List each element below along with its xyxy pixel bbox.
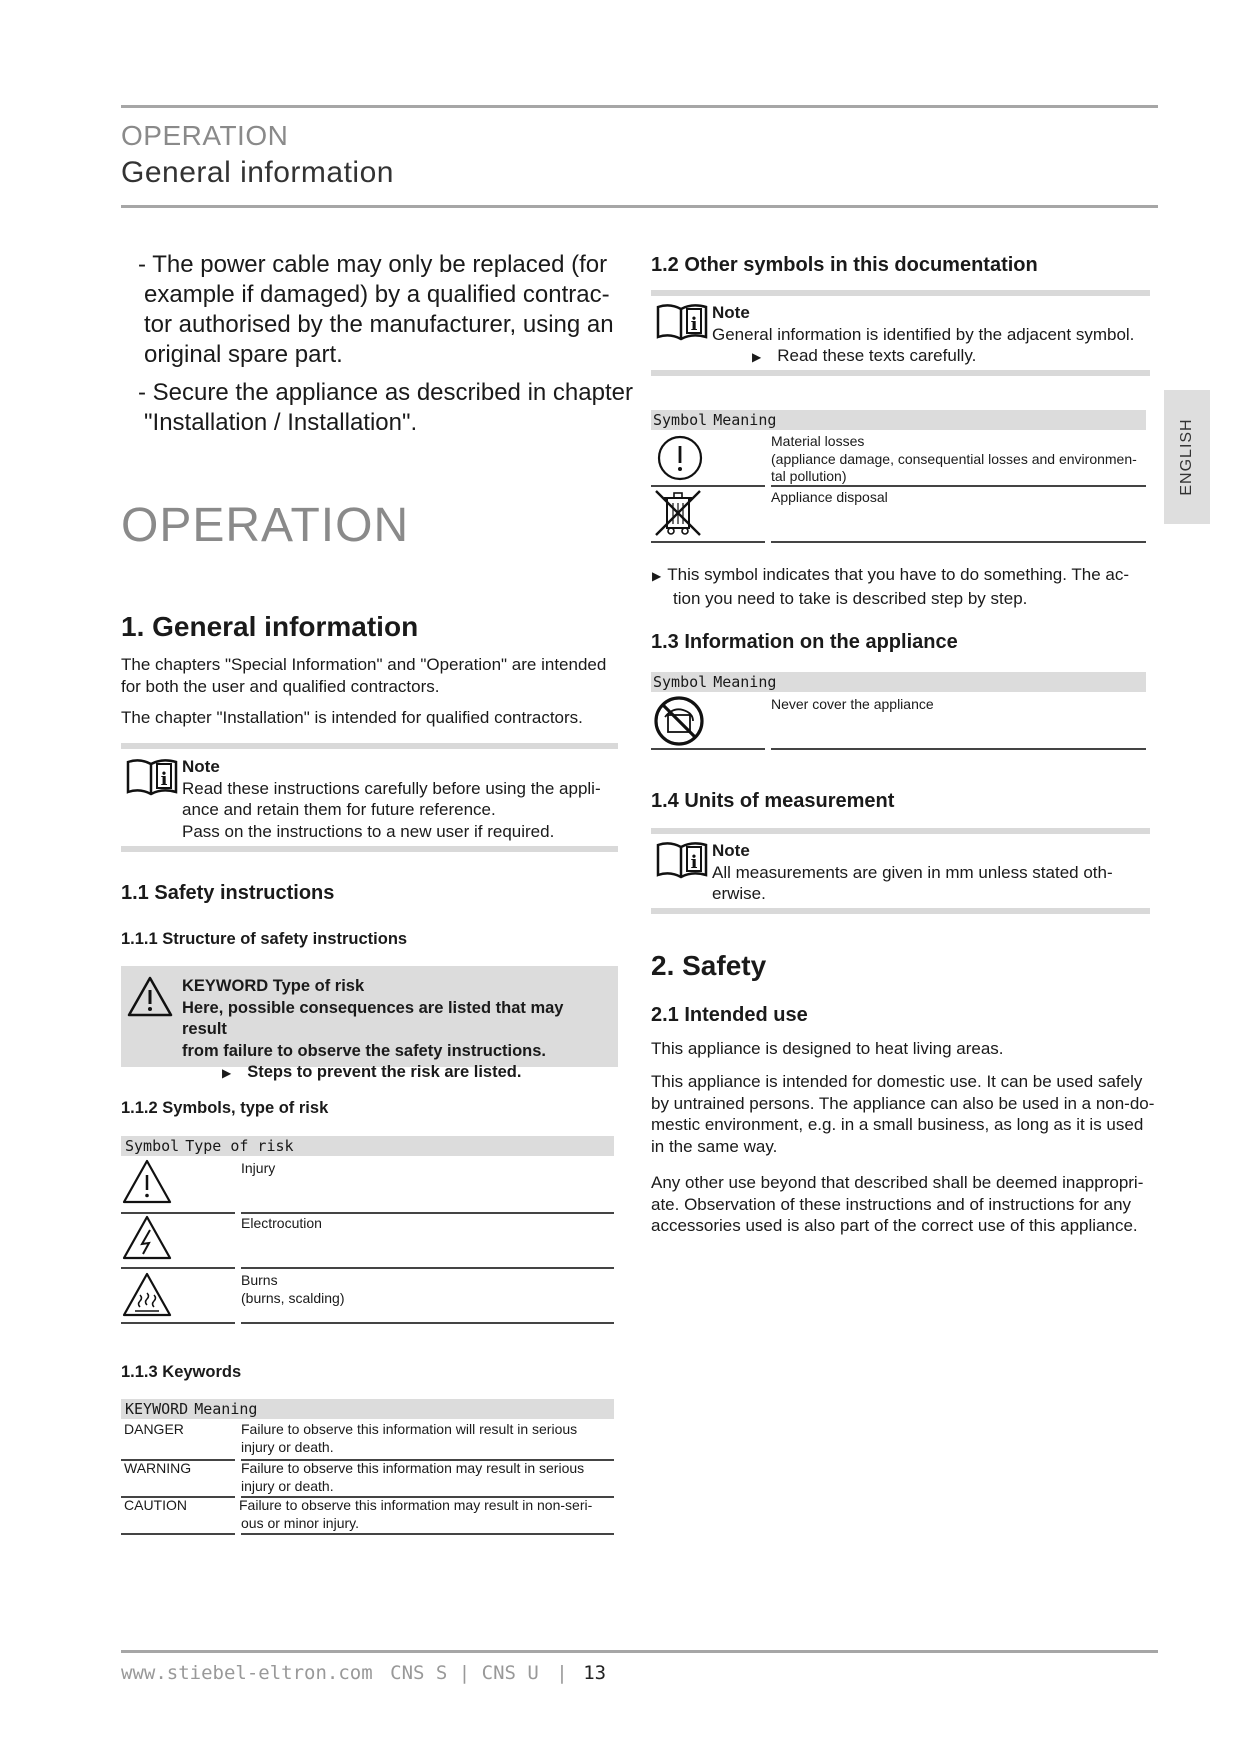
keyword-caution-meaning: [239, 1497, 592, 1532]
info-book-icon: [126, 758, 178, 798]
footer-url[interactable]: www.stiebel-eltron.com: [121, 1662, 373, 1684]
note-line: ance and retain them for future reference.: [182, 800, 496, 819]
table-row-line: [771, 748, 1146, 750]
table-row-line: [241, 1322, 614, 1324]
keyword-warning-meaning: [241, 1460, 584, 1495]
bullet-line: tor authorised by the manufacturer, using an: [144, 311, 614, 338]
language-tab-label: ENGLISH: [1178, 418, 1195, 496]
note-line: All measurements are given in mm unless stated oth-: [712, 862, 1113, 882]
note-bottom-bar: [651, 370, 1150, 376]
paragraph-heat: This appliance is designed to heat living areas.: [651, 1039, 1004, 1058]
header-title: General information: [121, 156, 394, 189]
note-box-2: [712, 302, 1152, 369]
warning-keyword-line: KEYWORD Type of risk: [182, 977, 365, 995]
risk-text-electrocution: Electrocution: [241, 1215, 322, 1231]
keyword-table-header: [121, 1399, 614, 1419]
risk-table-header: [121, 1136, 614, 1156]
header-top-rule: [121, 105, 1158, 108]
bullet-line: original spare part.: [144, 341, 343, 368]
keyword-danger: DANGER: [124, 1421, 184, 1437]
meaning-appliance-disposal: Appliance disposal: [771, 489, 888, 505]
bullet-line: example if damaged) by a qualified contrac-: [144, 281, 610, 308]
paragraph-chapters: [121, 654, 641, 697]
step-text: Steps to prevent the risk are listed.: [247, 1063, 522, 1081]
bullet-line: "Installation / Installation".: [144, 409, 418, 436]
heading-keywords: 1.1.3 Keywords: [121, 1363, 242, 1381]
note-line: General information is identified by the adjacent symbol.: [712, 324, 1135, 344]
meaning-line: (appliance damage, consequential losses and environmen-: [771, 450, 1137, 467]
info-book-icon: [656, 841, 708, 881]
text-line: in the same way.: [651, 1136, 778, 1156]
injury-warning-icon: [122, 1158, 172, 1204]
warning-consequence-line: Here, possible consequences are listed that may result: [182, 998, 564, 1038]
meaning-line: tal pollution): [771, 468, 847, 484]
text-line: tion you need to take is described step by step.: [673, 588, 1028, 608]
header-section: OPERATION: [121, 120, 289, 151]
heading-information-appliance: 1.3 Information on the appliance: [651, 631, 958, 653]
paragraph-installation: The chapter "Installation" is intended for qualified contractors.: [121, 708, 583, 727]
header-bottom-rule: [121, 205, 1158, 208]
text-line: mestic environment, e.g. in a small business, as long as it is used: [651, 1115, 1144, 1134]
table-row-line: [241, 1212, 614, 1214]
heading-general-information: 1. General information: [121, 611, 419, 642]
language-tab[interactable]: [1164, 390, 1210, 524]
step-text: Read these texts carefully.: [777, 346, 977, 365]
text-line: The chapters "Special Information" and "Operation" are intended: [121, 655, 607, 674]
keyword-danger-meaning: [241, 1421, 577, 1456]
appliance-disposal-icon: [653, 488, 703, 538]
do-not-cover-icon: [653, 695, 705, 747]
risk-text-injury: Injury: [241, 1160, 276, 1176]
note-top-bar: [651, 290, 1150, 296]
meaning-never-cover: Never cover the appliance: [771, 696, 934, 712]
note-line: Read these instructions carefully before using the appli-: [182, 778, 601, 798]
table-row-line: [771, 485, 1146, 487]
keyword-warning: WARNING: [124, 1460, 192, 1476]
svg-text:i: i: [160, 769, 168, 790]
page-number: 13: [583, 1662, 607, 1684]
meaning-line: injury or death.: [241, 1438, 334, 1455]
note-bottom-bar: [121, 846, 618, 852]
note-title: Note: [182, 757, 220, 776]
note-line: Pass on the instructions to a new user if required.: [182, 821, 555, 841]
text-line: by untrained persons. The appliance can also be used in a non-do-: [651, 1093, 1155, 1113]
note-top-bar: [651, 828, 1150, 834]
action-line: [652, 564, 1152, 588]
table-row-line: [771, 541, 1146, 543]
col-symbol: Symbol: [653, 673, 708, 691]
heading-other-symbols: 1.2 Other symbols in this documentation: [651, 254, 1038, 276]
text-line: Any other use beyond that described shall be deemed inappropri-: [651, 1173, 1144, 1192]
material-losses-icon: [657, 435, 703, 481]
action-arrow-icon: ▶: [652, 569, 662, 583]
action-symbol-description: [652, 564, 1152, 609]
text-line: accessories used is also part of the correct use of this appliance.: [651, 1216, 1138, 1235]
electrocution-warning-icon: [122, 1214, 172, 1260]
action-arrow-icon: ▶: [752, 350, 762, 364]
heading-safety-instructions: 1.1 Safety instructions: [121, 882, 335, 904]
paragraph-other-use: [651, 1172, 1156, 1237]
bullet-power-cable: [138, 250, 638, 370]
bullet-line: - The power cable may only be replaced (for: [138, 251, 608, 278]
note-bottom-bar: [651, 908, 1150, 914]
warning-triangle-icon: [127, 975, 173, 1017]
meaning-line: Failure to observe this information may result in non-seri-: [239, 1497, 593, 1513]
paragraph-domestic-use: [651, 1071, 1156, 1157]
note-line: erwise.: [712, 884, 766, 903]
note-top-bar: [121, 743, 618, 749]
footer: [121, 1662, 606, 1684]
table-row-line: [121, 1267, 235, 1269]
meaning-line: ous or minor injury.: [241, 1514, 360, 1531]
risk-line: (burns, scalding): [241, 1289, 345, 1306]
text-line: for both the user and qualified contractors.: [121, 676, 440, 696]
table-row-line: [651, 748, 765, 750]
keyword-caution: CAUTION: [124, 1497, 187, 1513]
note-title: Note: [712, 303, 750, 322]
action-arrow-icon: ▶: [222, 1066, 232, 1080]
svg-text:i: i: [690, 314, 698, 335]
warning-step-line: [182, 1062, 612, 1085]
appliance-table-header: [651, 672, 1146, 692]
text-line: ate. Observation of these instructions and of instructions for any: [651, 1194, 1132, 1214]
note-box-1: [182, 756, 622, 842]
footer-rule: [121, 1650, 1158, 1653]
meaning-material-losses: [771, 433, 1137, 486]
big-section-title: OPERATION: [121, 499, 410, 552]
meaning-line: Material losses: [771, 433, 865, 449]
col-symbol: Symbol: [125, 1137, 180, 1155]
risk-line: Burns: [241, 1272, 278, 1288]
footer-model: CNS S | CNS U: [390, 1662, 539, 1684]
text-line: This symbol indicates that you have to do something. The ac-: [667, 565, 1129, 584]
bullet-line: - Secure the appliance as described in chapter: [138, 379, 633, 406]
meaning-line: Failure to observe this information will result in serious: [241, 1421, 578, 1437]
col-keyword: KEYWORD: [125, 1400, 189, 1418]
col-type: Type of risk: [185, 1137, 294, 1155]
table-row-line: [121, 1322, 235, 1324]
col-meaning: Meaning: [194, 1400, 258, 1418]
risk-text-burns: [241, 1272, 345, 1307]
meaning-line: Failure to observe this information may result in serious: [241, 1460, 585, 1476]
col-meaning: Meaning: [713, 411, 777, 429]
note-line: [712, 345, 1152, 369]
burns-warning-icon: [122, 1271, 172, 1317]
table-row-line: [651, 541, 765, 543]
info-book-icon: [656, 303, 708, 343]
heading-structure-safety: 1.1.1 Structure of safety instructions: [121, 930, 408, 948]
svg-text:i: i: [690, 852, 698, 873]
table-row-line: [241, 1533, 614, 1535]
heading-symbols-type-of-risk: 1.1.2 Symbols, type of risk: [121, 1099, 329, 1117]
symbol-table-header: [651, 410, 1146, 430]
table-row-line: [241, 1267, 614, 1269]
bullet-secure-appliance: [138, 378, 658, 438]
text-line: This appliance is intended for domestic use. It can be used safely: [651, 1072, 1143, 1091]
note-box-3: [712, 840, 1152, 905]
col-meaning: Meaning: [713, 673, 777, 691]
meaning-line: injury or death.: [241, 1477, 334, 1494]
heading-safety: 2. Safety: [651, 950, 767, 981]
table-row-line: [121, 1533, 235, 1535]
warning-example-text: [182, 976, 612, 1085]
warning-consequence-line: from failure to observe the safety instructions.: [182, 1041, 546, 1060]
table-row-line: [651, 485, 765, 487]
heading-intended-use: 2.1 Intended use: [651, 1004, 808, 1026]
note-title: Note: [712, 841, 750, 860]
heading-units-of-measurement: 1.4 Units of measurement: [651, 790, 895, 812]
col-symbol: Symbol: [653, 411, 708, 429]
footer-separator: |: [556, 1662, 568, 1684]
